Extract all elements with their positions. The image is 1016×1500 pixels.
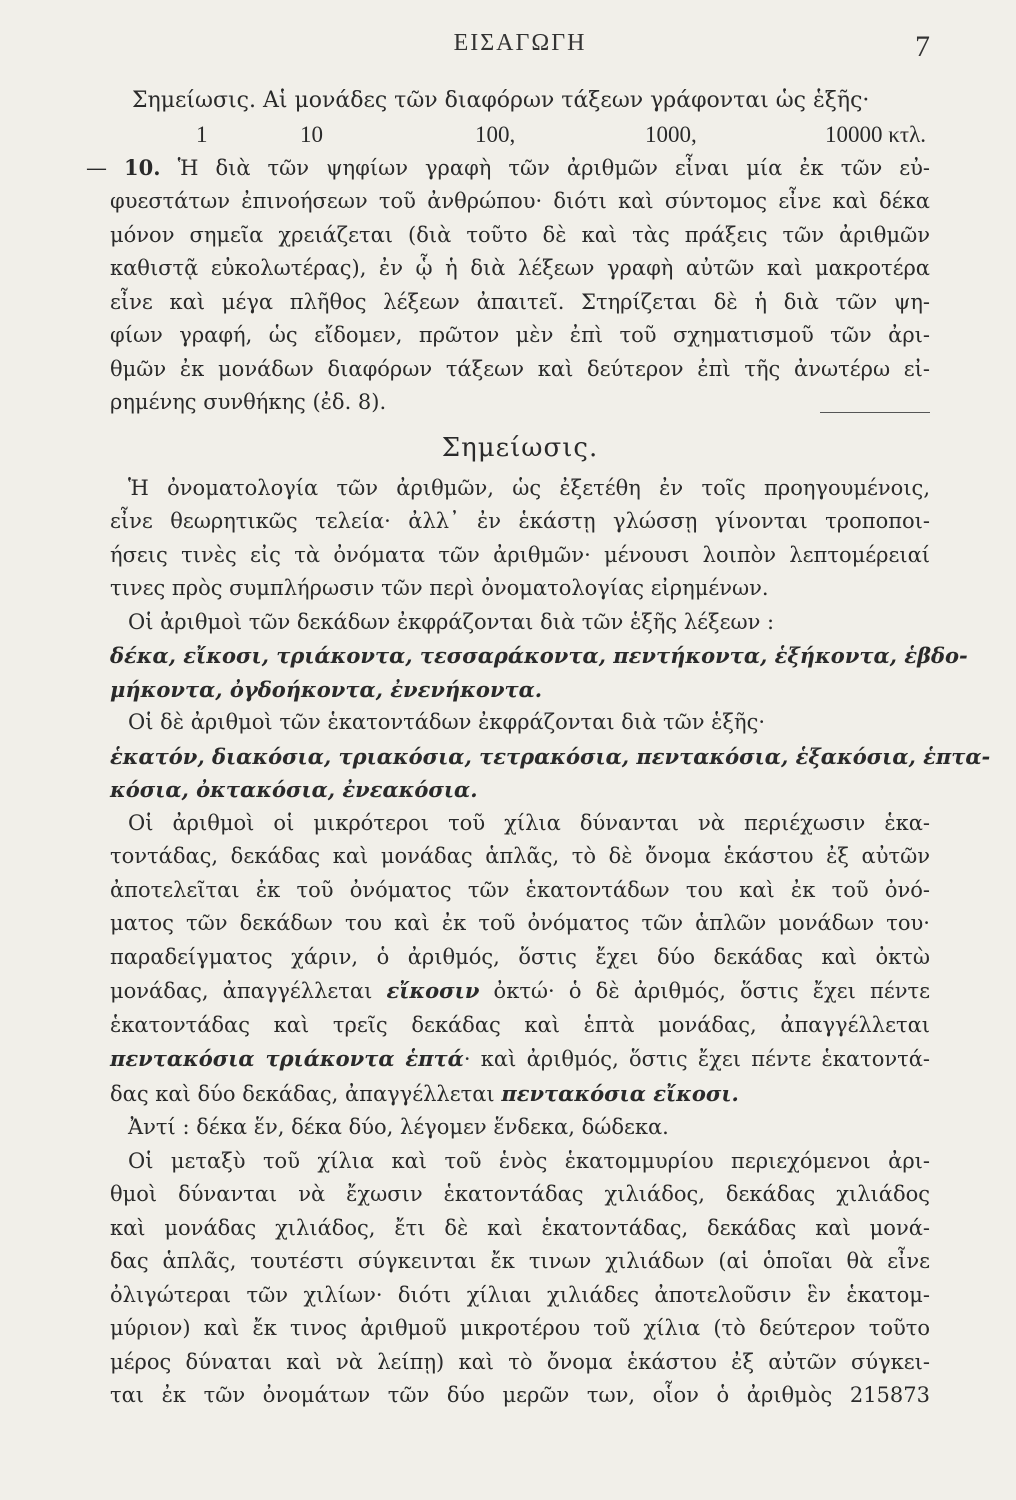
paragraph-line	[110, 1042, 930, 1077]
running-head: ΕΙΣΑΓΩΓΗ	[453, 30, 587, 56]
number-10: 10	[300, 121, 323, 147]
paragraph-line: τοντάδας, δεκάδας καὶ μονάδας ἁπλᾶς, τὸ δὲ ὄνομα ἑκάστου ἐξ αὐτῶν	[110, 844, 930, 868]
hundreds-words: ἑκατόν, διακόσια, τριακόσια, τετρακόσια, πεντακόσια, ἑξακόσια, ἑπτα-	[110, 743, 991, 769]
paragraph-line: μύριον) καὶ ἔκ τινος ἀριθμοῦ μικροτέρου τοῦ χίλια (τὸ δεύτερον τοῦτο	[110, 1316, 930, 1340]
example-number-name: εἴκοσιν	[386, 978, 480, 1003]
section-number: 10.	[124, 154, 161, 180]
paragraph-line: τινες πρὸς συμπλήρωσιν τῶν περὶ ὀνοματολογίας εἰρημένων.	[110, 576, 769, 600]
section-10	[86, 151, 930, 420]
page-number: 7	[915, 30, 930, 63]
text-run: ὀκτώ· ὁ δὲ ἀριθμός, ὅστις ἔχει πέντε	[479, 979, 930, 1003]
tens-intro: Οἱ ἀριθμοὶ τῶν δεκάδων ἐκφράζονται διὰ τῶν ἑξῆς λέξεων :	[128, 609, 775, 634]
paragraph-line: ἀποτελεῖται ἐκ τοῦ ὀνόματος τῶν ἑκατοντάδων του καὶ ἐκ τοῦ ὀνό-	[110, 877, 930, 902]
section-dash: —	[86, 155, 107, 180]
page-header	[110, 28, 930, 84]
section-10-line: καθιστᾷ εὐκολωτέρας), ἐν ᾧ ἡ διὰ λέξεων γραφὴ αὐτῶν καὶ μακροτέρα	[110, 256, 930, 280]
paragraph-line: ὀλιγώτεραι τῶν χιλίων· διότι χίλιαι χιλιάδες ἀποτελοῦσιν ἓν ἑκατομ-	[110, 1282, 930, 1307]
paragraph-line: Οἱ ἀριθμοὶ οἱ μικρότεροι τοῦ χίλια δύνανται νὰ περιέχωσιν ἑκα-	[128, 810, 930, 835]
number-1000: 1000,	[645, 121, 697, 147]
paragraph-line: παραδείγματος χάριν, ὁ ἀριθμός, ὅστις ἔχει δύο δεκάδας καὶ ὀκτὼ	[110, 944, 930, 969]
section-10-line: φυεστάτων ἐπινοήσεων τοῦ ἀνθρώπου· διότι καὶ σύντομος εἶνε καὶ δέκα	[110, 189, 930, 213]
paragraph-line: Οἱ μεταξὺ τοῦ χίλια καὶ τοῦ ἑνὸς ἑκατομμυρίου περιεχόμενοι ἀρι-	[128, 1148, 930, 1173]
note-1-text: Σημείωσις. Αἱ μονάδες τῶν διαφόρων τάξεων γράφονται ὡς ἑξῆς·	[132, 88, 870, 113]
section-10-line-1	[86, 151, 930, 186]
example-number-name: πεντακόσια τριάκοντα ἑπτά	[110, 1046, 464, 1071]
note-2-heading: Σημείωσις.	[441, 432, 599, 463]
paragraph-line: ἑκατοντάδας καὶ τρεῖς δεκάδας καὶ ἑπτὰ μονάδας, ἀπαγγέλλεται	[110, 1012, 930, 1037]
note-1	[110, 84, 930, 151]
hundreds-words: κόσια, ὀκτακόσια, ἐνεακόσια.	[110, 777, 478, 802]
section-10-text-1: Ἡ διὰ τῶν ψηφίων γραφὴ τῶν ἀριθμῶν εἶναι μία ἐκ τῶν εὐ-	[177, 155, 930, 180]
hundreds-intro: Οἱ δὲ ἀριθμοὶ τῶν ἑκατοντάδων ἐκφράζονται διὰ τῶν ἑξῆς·	[128, 710, 766, 734]
tens-words: δέκα, εἴκοσι, τριάκοντα, τεσσαράκοντα, πεντήκοντα, ἑξήκοντα, ἑβδο-	[110, 643, 968, 668]
note-1-numbers	[110, 118, 930, 151]
paragraph-line: θμοὶ δύνανται νὰ ἔχωσιν ἑκατοντάδας χιλιάδος, δεκάδας χιλιάδος	[110, 1182, 930, 1206]
page	[86, 28, 991, 1413]
number-100: 100,	[475, 121, 516, 147]
paragraph-line	[110, 974, 930, 1009]
paragraph-line: δας ἁπλᾶς, τουτέστι σύγκεινται ἔκ τινων χιλιάδων (αἱ ὁποῖαι θὰ εἶνε	[110, 1249, 930, 1273]
section-10-line: φίων γραφή, ὡς εἴδομεν, πρῶτον μὲν ἐπὶ τοῦ σχηματισμοῦ τῶν ἀρι-	[110, 323, 930, 347]
number-1: 1	[196, 121, 208, 147]
section-10-line: εἶνε καὶ μέγα πλῆθος λέξεων ἀπαιτεῖ. Στηρίζεται δὲ ἡ διὰ τῶν ψη-	[110, 289, 930, 314]
paragraph-line: καὶ μονάδας χιλιάδος, ἔτι δὲ καὶ ἑκατοντάδας, δεκάδας καὶ μονά-	[110, 1215, 930, 1240]
number-10000: 10000 κτλ.	[825, 121, 926, 147]
paragraph-line: Ἀντί : δέκα ἕν, δέκα δύο, λέγομεν ἕνδεκα, δώδεκα.	[128, 1115, 669, 1139]
text-run: · καὶ ἀριθμός, ὅστις ἔχει πέντε ἑκατοντά-	[463, 1047, 931, 1071]
text-run: μονάδας, ἀπαγγέλλεται	[110, 979, 387, 1003]
note-2	[110, 428, 991, 1413]
paragraph-line	[110, 1077, 930, 1112]
section-10-line: μόνον σημεῖα χρειάζεται (διὰ τοῦτο δὲ καὶ τὰς πράξεις τῶν ἀριθμῶν	[110, 222, 930, 247]
example-number-name: πεντακόσια εἴκοσι.	[501, 1080, 739, 1106]
section-10-line: θμῶν ἐκ μονάδων διαφόρων τάξεων καὶ δεύτερον ἐπὶ τῆς ἀνωτέρω εἰ-	[110, 356, 930, 381]
paragraph-line: μέρος δύναται καὶ νὰ λείπῃ) καὶ τὸ ὄνομα ἑκάστου ἐξ αὐτῶν σύγκει-	[110, 1349, 930, 1374]
tens-words: μήκοντα, ὀγδοήκοντα, ἐνενήκοντα.	[110, 676, 543, 702]
paragraph-line: ματος τῶν δεκάδων του καὶ ἐκ τοῦ ὀνόματος τῶν ἁπλῶν μονάδων του·	[110, 911, 930, 935]
paragraph-line: εἶνε θεωρητικῶς τελεία· ἀλλ᾽ ἐν ἑκάστῃ γλώσσῃ γίνονται τροποποι-	[110, 509, 930, 533]
section-10-line: ρημένης συνθήκης (ἐδ. 8).	[110, 390, 387, 414]
paragraph-line: Ἡ ὀνοματολογία τῶν ἀριθμῶν, ὡς ἐξετέθη ἐν τοῖς προηγουμένοις,	[128, 475, 930, 500]
margin-rule	[820, 412, 930, 413]
text-run: δας καὶ δύο δεκάδας, ἀπαγγέλλεται	[110, 1081, 502, 1106]
paragraph-line: ται ἐκ τῶν ὀνομάτων τῶν δύο μερῶν των, οἷον ὁ ἀριθμὸς 215873	[110, 1383, 930, 1407]
paragraph-line: ήσεις τινὲς εἰς τὰ ὀνόματα τῶν ἀριθμῶν· μένουσι λοιπὸν λεπτομέρειαί	[110, 542, 930, 567]
